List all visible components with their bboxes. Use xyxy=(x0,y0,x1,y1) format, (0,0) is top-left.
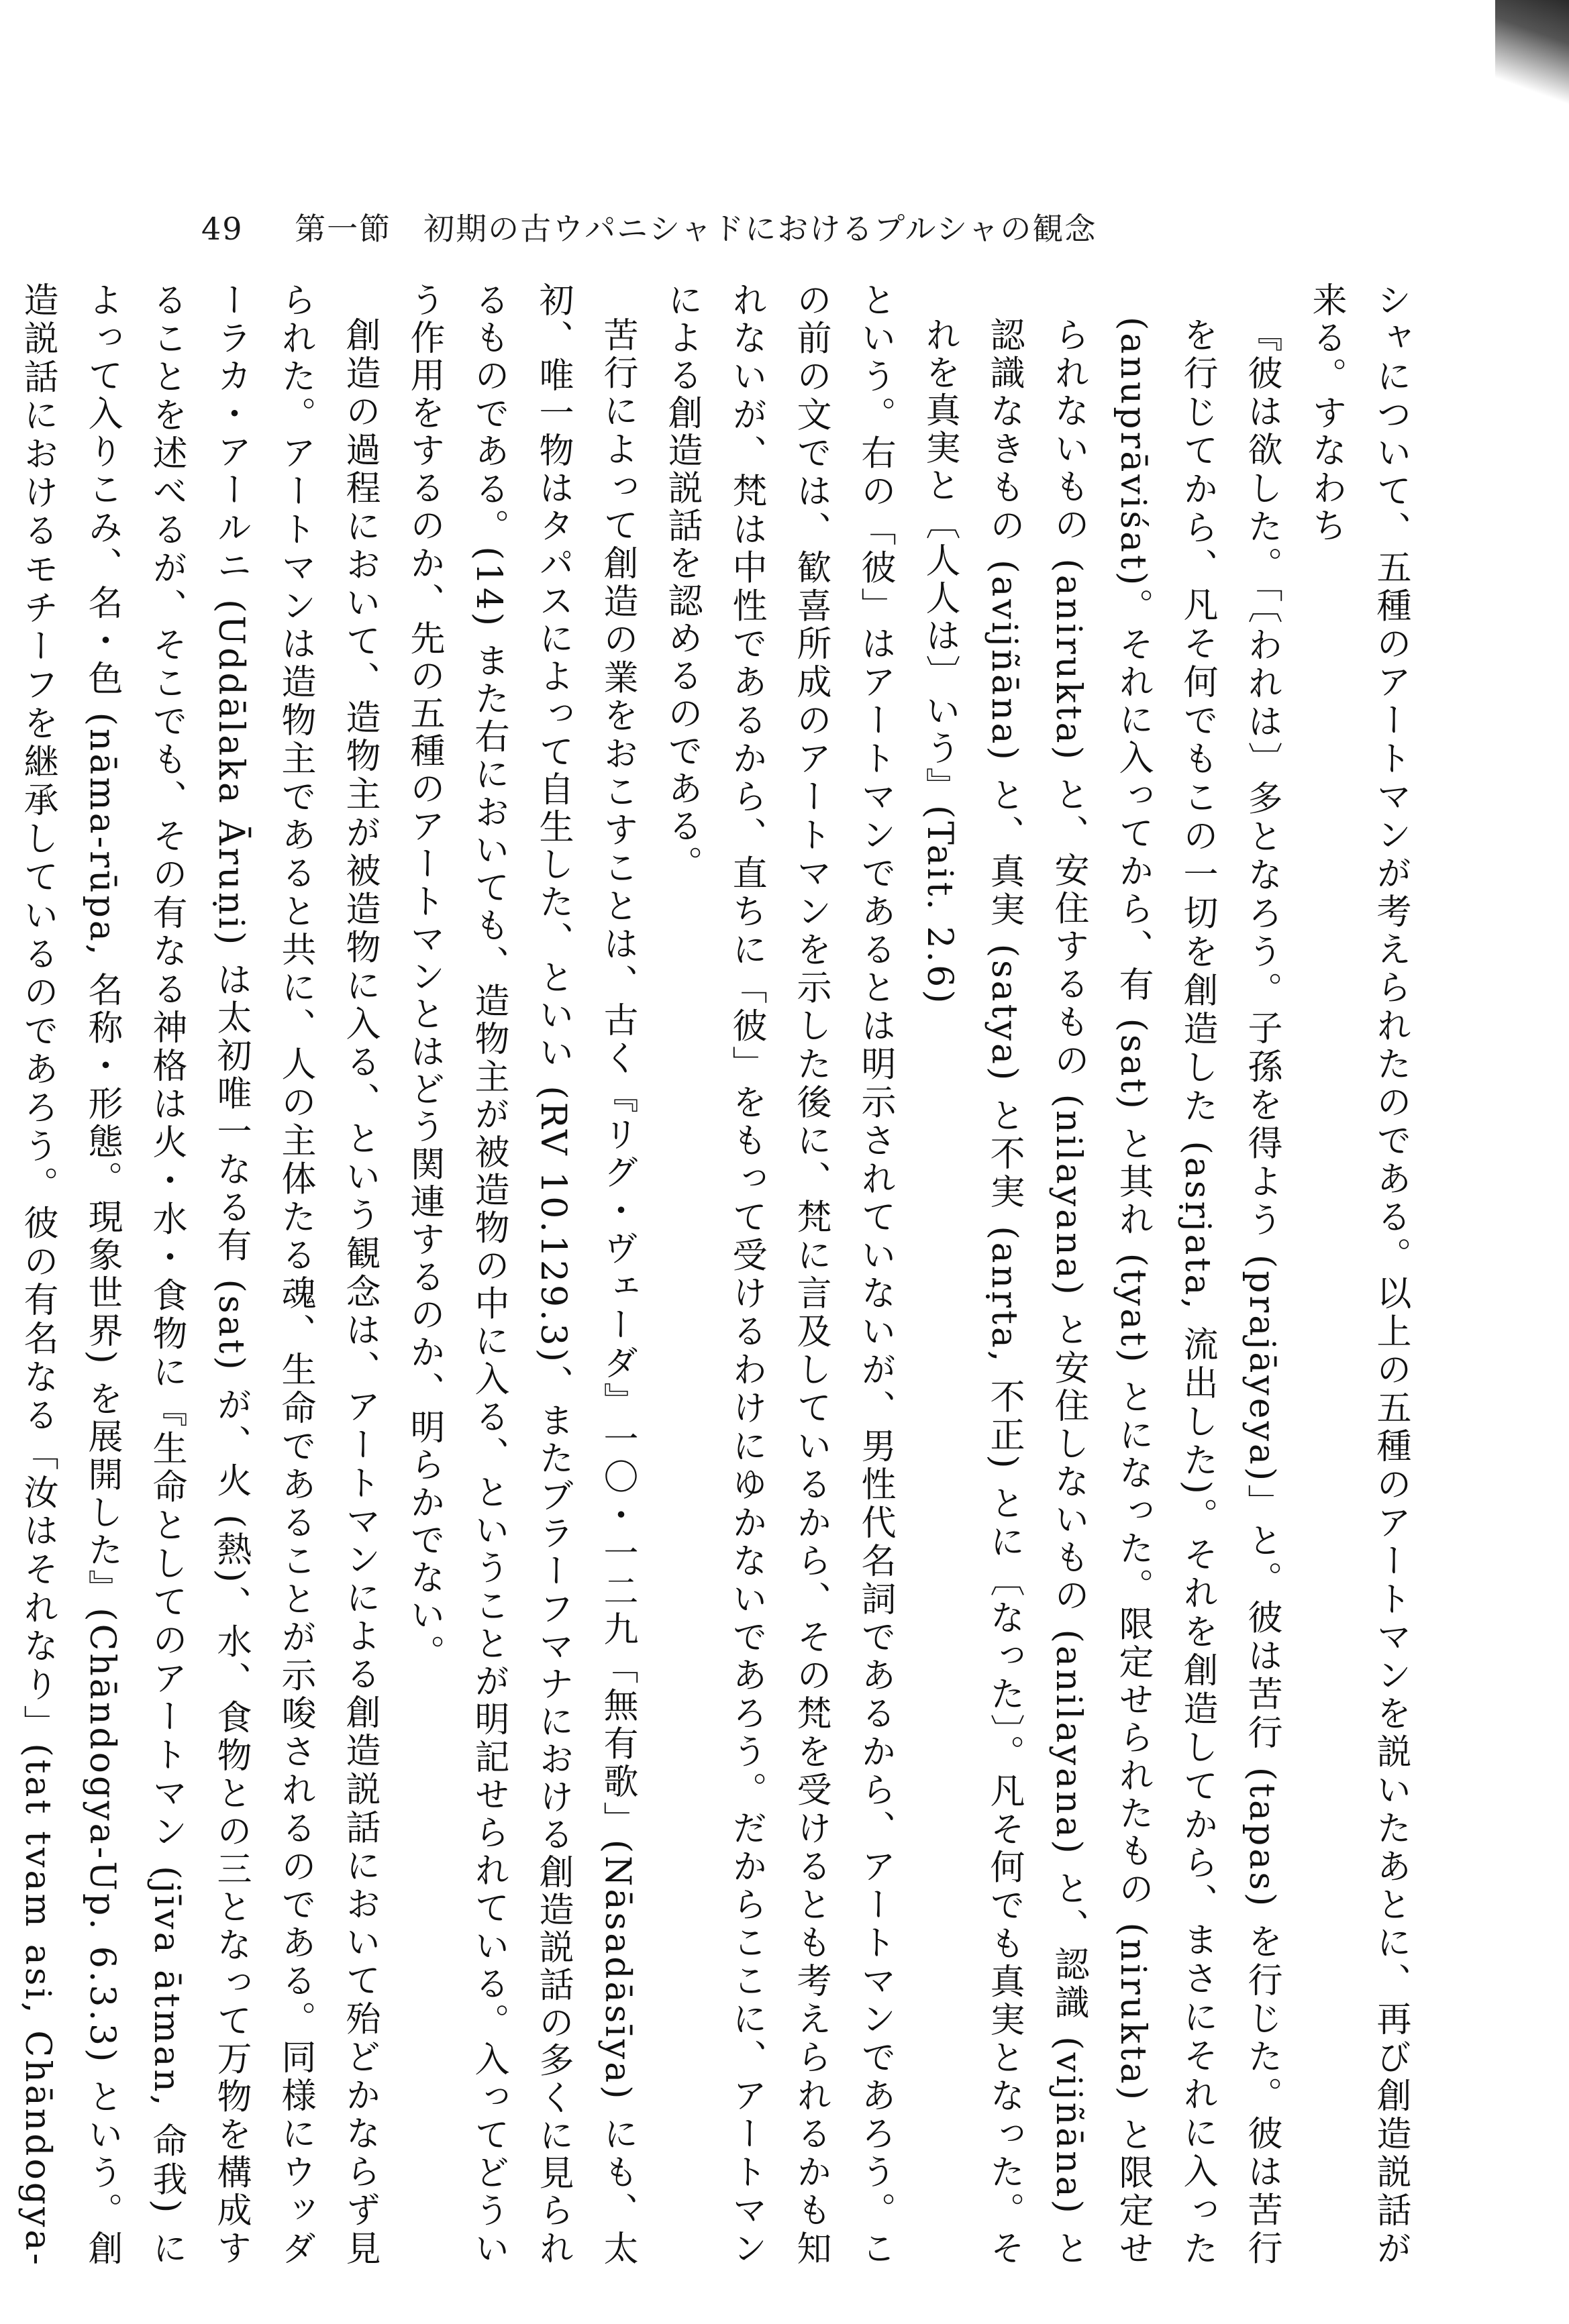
paragraph-tapas: 苦行によって創造の業をおこすことは、古く『リグ・ヴェーダ』一〇・一二九「無有歌」(Nāsadāsīya) にも、太初、唯一物はタパスによって自生した、といい (RV 10.129.3)、またブラーフマナにおける創造説話の多くに見られるものである。(14) また右においても、造物主が被造物の中に入る、ということが明記せられている。入ってどういう作用をするのか、先の五種のアートマンとはどう関連するのか、明らかでない。 xyxy=(404,282,638,2268)
paragraph-commentary: という。右の「彼」はアートマンであるとは明示されていないが、男性代名詞であるから、アートマンであろう。この前の文では、歓喜所成のアートマンを示した後に、梵に言及しているから、その梵を受けるとも考えられるかも知れないが、梵は中性であるから、直ちに「彼」をもって受けるわけにゆかないであろう。だからここに、アートマンによる創造説話を認めるのである。 xyxy=(662,282,895,2268)
page-edge-shadow xyxy=(1495,0,1569,148)
page-number: 49 xyxy=(201,211,244,247)
body-text xyxy=(17,282,1423,2268)
running-head xyxy=(201,205,1097,249)
quotation-taittiriya: 『彼は欲した。「〔われは〕多となろう。子孫を得よう (prajāyeya)」と。彼は苦行 (tapas) を行じた。彼は苦行を行じてから、凡そ何でもこの一切を創造した (asṛjata, 流出した)。それを創造してから、まさにそれに入った (anuprāviśat)。それに入ってから、有 (sat) と其れ (tyat) とになった。限定せられたもの (nirukta) と限定せられないもの (anirukta) と、安住するもの (nilayana) と安住しないもの (anilayana) と、認識 (vijñāna) と認識なきもの (avijñāna) と、真実 (satya) と不実 (anṛta, 不正) とに〔なった〕。凡そ何でも真実となった。それを真実と〔人人は〕いう』(Tait. 2.6) xyxy=(919,317,1282,2268)
paragraph-creation-process: 創造の過程において、造物主が被造物に入る、という観念は、アートマンによる創造説話において殆どかならず見られた。アートマンは造物主であると共に、人の主体たる魂、生命であることが示唆されるのである。同様にウッダーラカ・アールニ (Uddālaka Āruṇi) は太初唯一なる有 (sat) が、火 (熱)、水、食物との三となって万物を構成することを述べるが、そこでも、その有なる神格は火・水・食物に『生命としてのアートマン (jīva ātman, 命我) によって入りこみ、名・色 (nāma-rūpa, 名称・形態。現象世界) を展開した』(Chāndogya-Up. 6.3.3) という。創造説話におけるモチーフを継承しているのであろう。彼の有名なる「汝はそれなり」(tat tvam asi, Chāndogya- xyxy=(17,282,380,2268)
running-title: 第一節 初期の古ウパニシャドにおけるプルシャの観念 xyxy=(295,211,1097,247)
paragraph-intro: シャについて、五種のアートマンが考えられたのである。以上の五種のアートマンを説いたあとに、再び創造説話が来る。すなわち xyxy=(1306,282,1411,2268)
